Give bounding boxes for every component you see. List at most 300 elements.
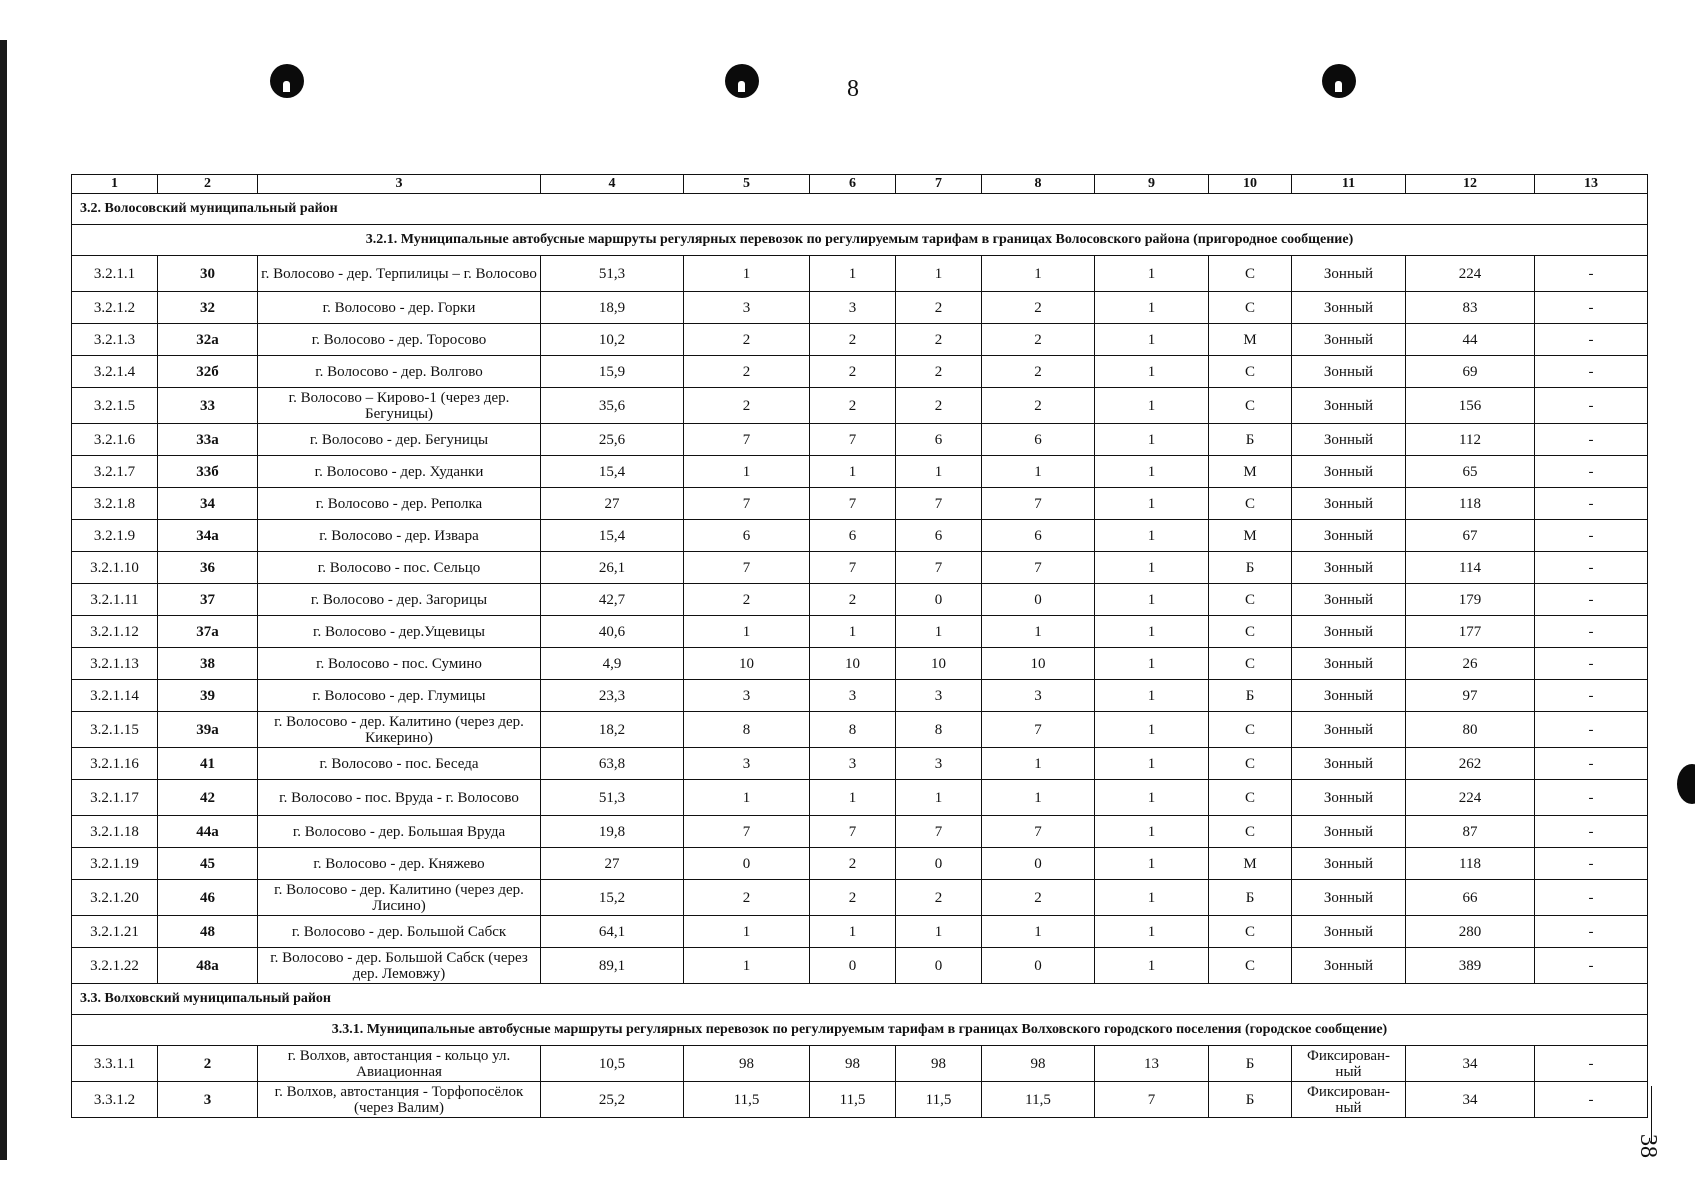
value-col-13: - <box>1535 520 1648 552</box>
value-col-13: - <box>1535 780 1648 816</box>
value-col-12: 114 <box>1406 552 1535 584</box>
route-name: г. Волосово - дер. Реполка <box>258 488 541 520</box>
value-col-9: 1 <box>1095 780 1209 816</box>
value-col-5: 11,5 <box>684 1082 810 1118</box>
route-name: г. Волхов, автостанция - Торфопосёлок (через Валим) <box>258 1082 541 1118</box>
value-col-6: 98 <box>810 1046 896 1082</box>
value-col-9: 1 <box>1095 916 1209 948</box>
value-col-8: 7 <box>982 552 1095 584</box>
value-col-9: 1 <box>1095 848 1209 880</box>
value-col-6: 3 <box>810 680 896 712</box>
route-number: 39а <box>158 712 258 748</box>
value-col-6: 2 <box>810 356 896 388</box>
fare-type: Зонный <box>1292 616 1406 648</box>
value-col-7: 0 <box>896 948 982 984</box>
value-col-6: 2 <box>810 848 896 880</box>
value-col-5: 98 <box>684 1046 810 1082</box>
route-number: 30 <box>158 256 258 292</box>
route-number: 37 <box>158 584 258 616</box>
value-col-13: - <box>1535 816 1648 848</box>
value-col-9: 1 <box>1095 680 1209 712</box>
value-col-12: 177 <box>1406 616 1535 648</box>
route-index: 3.2.1.19 <box>72 848 158 880</box>
fare-type: Зонный <box>1292 680 1406 712</box>
value-col-8: 1 <box>982 616 1095 648</box>
route-index: 3.2.1.18 <box>72 816 158 848</box>
value-col-13: - <box>1535 748 1648 780</box>
route-number: 34 <box>158 488 258 520</box>
value-col-7: 1 <box>896 616 982 648</box>
value-col-13: - <box>1535 648 1648 680</box>
column-number-row <box>72 175 1648 194</box>
fare-type: Фиксирован-ный <box>1292 1046 1406 1082</box>
value-col-8: 0 <box>982 584 1095 616</box>
fare-type: Зонный <box>1292 456 1406 488</box>
route-length-km: 64,1 <box>541 916 684 948</box>
value-col-8: 10 <box>982 648 1095 680</box>
route-number: 34а <box>158 520 258 552</box>
table-row <box>72 324 1648 356</box>
table-row <box>72 712 1648 748</box>
value-col-9: 1 <box>1095 648 1209 680</box>
fare-type: Зонный <box>1292 488 1406 520</box>
vehicle-class: С <box>1209 816 1292 848</box>
vehicle-class: С <box>1209 712 1292 748</box>
value-col-5: 7 <box>684 424 810 456</box>
table-row <box>72 680 1648 712</box>
value-col-7: 1 <box>896 456 982 488</box>
value-col-7: 2 <box>896 324 982 356</box>
column-number: 6 <box>810 175 896 194</box>
value-col-6: 1 <box>810 616 896 648</box>
route-index: 3.2.1.22 <box>72 948 158 984</box>
vehicle-class: С <box>1209 356 1292 388</box>
value-col-12: 262 <box>1406 748 1535 780</box>
column-number: 2 <box>158 175 258 194</box>
value-col-7: 2 <box>896 388 982 424</box>
route-number: 32а <box>158 324 258 356</box>
route-length-km: 23,3 <box>541 680 684 712</box>
column-number: 3 <box>258 175 541 194</box>
route-index: 3.2.1.12 <box>72 616 158 648</box>
fare-type: Зонный <box>1292 648 1406 680</box>
vehicle-class: С <box>1209 916 1292 948</box>
table-row <box>72 1082 1648 1118</box>
value-col-8: 11,5 <box>982 1082 1095 1118</box>
value-col-9: 7 <box>1095 1082 1209 1118</box>
vehicle-class: С <box>1209 584 1292 616</box>
table-row <box>72 552 1648 584</box>
route-length-km: 25,2 <box>541 1082 684 1118</box>
route-index: 3.2.1.6 <box>72 424 158 456</box>
table-row <box>72 584 1648 616</box>
value-col-12: 44 <box>1406 324 1535 356</box>
value-col-6: 1 <box>810 456 896 488</box>
district-title: 3.2. Волосовский муниципальный район <box>72 194 1648 225</box>
value-col-8: 2 <box>982 388 1095 424</box>
route-number: 37а <box>158 616 258 648</box>
value-col-6: 11,5 <box>810 1082 896 1118</box>
value-col-5: 2 <box>684 880 810 916</box>
route-length-km: 15,2 <box>541 880 684 916</box>
route-index: 3.2.1.11 <box>72 584 158 616</box>
value-col-5: 6 <box>684 520 810 552</box>
value-col-13: - <box>1535 488 1648 520</box>
route-length-km: 4,9 <box>541 648 684 680</box>
value-col-7: 6 <box>896 424 982 456</box>
route-index: 3.3.1.2 <box>72 1082 158 1118</box>
value-col-13: - <box>1535 388 1648 424</box>
value-col-8: 2 <box>982 292 1095 324</box>
value-col-12: 83 <box>1406 292 1535 324</box>
value-col-13: - <box>1535 712 1648 748</box>
route-length-km: 10,2 <box>541 324 684 356</box>
fare-type: Зонный <box>1292 748 1406 780</box>
route-length-km: 63,8 <box>541 748 684 780</box>
table-row <box>72 648 1648 680</box>
vehicle-class: С <box>1209 488 1292 520</box>
vehicle-class: Б <box>1209 680 1292 712</box>
route-name: г. Волхов, автостанция - кольцо ул. Авиационная <box>258 1046 541 1082</box>
value-col-9: 1 <box>1095 748 1209 780</box>
table-body <box>72 175 1648 1118</box>
table-row <box>72 424 1648 456</box>
vehicle-class: М <box>1209 456 1292 488</box>
route-number: 48 <box>158 916 258 948</box>
subsection-header-row <box>72 1015 1648 1046</box>
value-col-6: 7 <box>810 552 896 584</box>
route-length-km: 40,6 <box>541 616 684 648</box>
district-title: 3.3. Волховский муниципальный район <box>72 984 1648 1015</box>
value-col-13: - <box>1535 1046 1648 1082</box>
route-name: г. Волосово - дер. Бегуницы <box>258 424 541 456</box>
value-col-9: 1 <box>1095 880 1209 916</box>
value-col-12: 118 <box>1406 488 1535 520</box>
value-col-5: 1 <box>684 456 810 488</box>
value-col-8: 2 <box>982 356 1095 388</box>
value-col-8: 0 <box>982 948 1095 984</box>
fare-type: Зонный <box>1292 292 1406 324</box>
table-row <box>72 256 1648 292</box>
column-number: 9 <box>1095 175 1209 194</box>
value-col-5: 0 <box>684 848 810 880</box>
vehicle-class: Б <box>1209 1082 1292 1118</box>
vehicle-class: С <box>1209 256 1292 292</box>
value-col-13: - <box>1535 584 1648 616</box>
value-col-9: 1 <box>1095 292 1209 324</box>
value-col-8: 0 <box>982 848 1095 880</box>
value-col-8: 7 <box>982 712 1095 748</box>
value-col-5: 2 <box>684 356 810 388</box>
punch-hole-center <box>725 64 759 98</box>
value-col-8: 7 <box>982 488 1095 520</box>
fare-type: Зонный <box>1292 880 1406 916</box>
table-row <box>72 1046 1648 1082</box>
value-col-5: 2 <box>684 324 810 356</box>
value-col-6: 6 <box>810 520 896 552</box>
value-col-9: 1 <box>1095 256 1209 292</box>
route-name: г. Волосово - дер. Глумицы <box>258 680 541 712</box>
value-col-5: 10 <box>684 648 810 680</box>
route-number: 3 <box>158 1082 258 1118</box>
table-row <box>72 520 1648 552</box>
route-number: 46 <box>158 880 258 916</box>
value-col-6: 7 <box>810 424 896 456</box>
value-col-5: 8 <box>684 712 810 748</box>
route-length-km: 35,6 <box>541 388 684 424</box>
value-col-9: 1 <box>1095 712 1209 748</box>
value-col-6: 1 <box>810 916 896 948</box>
vehicle-class: Б <box>1209 1046 1292 1082</box>
route-number: 44а <box>158 816 258 848</box>
vehicle-class: С <box>1209 748 1292 780</box>
value-col-5: 2 <box>684 388 810 424</box>
subsection-header-row <box>72 225 1648 256</box>
route-number: 2 <box>158 1046 258 1082</box>
value-col-9: 1 <box>1095 324 1209 356</box>
value-col-6: 1 <box>810 780 896 816</box>
route-index: 3.2.1.5 <box>72 388 158 424</box>
fare-type: Зонный <box>1292 816 1406 848</box>
route-index: 3.2.1.4 <box>72 356 158 388</box>
routes-register-table <box>71 174 1648 1118</box>
value-col-12: 34 <box>1406 1046 1535 1082</box>
value-col-12: 179 <box>1406 584 1535 616</box>
value-col-9: 1 <box>1095 584 1209 616</box>
value-col-9: 1 <box>1095 816 1209 848</box>
value-col-13: - <box>1535 680 1648 712</box>
column-number: 10 <box>1209 175 1292 194</box>
fare-type: Зонный <box>1292 916 1406 948</box>
value-col-7: 7 <box>896 488 982 520</box>
value-col-8: 1 <box>982 780 1095 816</box>
table-row <box>72 880 1648 916</box>
fare-type: Зонный <box>1292 552 1406 584</box>
value-col-12: 69 <box>1406 356 1535 388</box>
route-index: 3.2.1.2 <box>72 292 158 324</box>
value-col-13: - <box>1535 256 1648 292</box>
table-row <box>72 916 1648 948</box>
route-name: г. Волосово - пос. Сумино <box>258 648 541 680</box>
route-name: г. Волосово - пос. Вруда - г. Волосово <box>258 780 541 816</box>
value-col-7: 7 <box>896 552 982 584</box>
value-col-9: 13 <box>1095 1046 1209 1082</box>
value-col-13: - <box>1535 456 1648 488</box>
fare-type: Зонный <box>1292 324 1406 356</box>
value-col-5: 7 <box>684 488 810 520</box>
route-length-km: 25,6 <box>541 424 684 456</box>
value-col-9: 1 <box>1095 356 1209 388</box>
value-col-7: 2 <box>896 880 982 916</box>
route-length-km: 89,1 <box>541 948 684 984</box>
value-col-12: 67 <box>1406 520 1535 552</box>
value-col-8: 2 <box>982 324 1095 356</box>
vehicle-class: Б <box>1209 880 1292 916</box>
table-row <box>72 748 1648 780</box>
route-index: 3.3.1.1 <box>72 1046 158 1082</box>
value-col-7: 10 <box>896 648 982 680</box>
column-number: 4 <box>541 175 684 194</box>
route-name: г. Волосово – Кирово-1 (через дер. Бегуницы) <box>258 388 541 424</box>
value-col-5: 7 <box>684 552 810 584</box>
punch-hole-side <box>1677 764 1695 804</box>
fare-type: Зонный <box>1292 424 1406 456</box>
column-number: 12 <box>1406 175 1535 194</box>
route-name: г. Волосово - дер. Извара <box>258 520 541 552</box>
route-name: г. Волосово - дер. Калитино (через дер. Кикерино) <box>258 712 541 748</box>
value-col-13: - <box>1535 848 1648 880</box>
route-name: г. Волосово - дер. Волгово <box>258 356 541 388</box>
value-col-7: 2 <box>896 292 982 324</box>
value-col-5: 1 <box>684 948 810 984</box>
value-col-12: 87 <box>1406 816 1535 848</box>
value-col-9: 1 <box>1095 424 1209 456</box>
route-name: г. Волосово - дер. Большой Сабск (через дер. Лемовжу) <box>258 948 541 984</box>
table-row <box>72 616 1648 648</box>
value-col-6: 2 <box>810 388 896 424</box>
value-col-7: 8 <box>896 712 982 748</box>
value-col-13: - <box>1535 324 1648 356</box>
route-index: 3.2.1.15 <box>72 712 158 748</box>
value-col-5: 7 <box>684 816 810 848</box>
fare-type: Зонный <box>1292 712 1406 748</box>
value-col-5: 3 <box>684 680 810 712</box>
route-length-km: 19,8 <box>541 816 684 848</box>
value-col-12: 156 <box>1406 388 1535 424</box>
vehicle-class: С <box>1209 616 1292 648</box>
subsection-title: 3.3.1. Муниципальные автобусные маршруты регулярных перевозок по регулируемым тарифам в границах Волховского городского поселения (городское сообщение) <box>72 1015 1648 1046</box>
vehicle-class: Б <box>1209 552 1292 584</box>
scan-edge-bar <box>0 40 7 1160</box>
value-col-9: 1 <box>1095 552 1209 584</box>
value-col-7: 0 <box>896 848 982 880</box>
value-col-12: 66 <box>1406 880 1535 916</box>
value-col-13: - <box>1535 616 1648 648</box>
value-col-6: 10 <box>810 648 896 680</box>
value-col-8: 3 <box>982 680 1095 712</box>
table-row <box>72 948 1648 984</box>
route-number: 33 <box>158 388 258 424</box>
route-number: 39 <box>158 680 258 712</box>
value-col-6: 2 <box>810 324 896 356</box>
page-number: 8 <box>847 76 859 102</box>
route-number: 45 <box>158 848 258 880</box>
route-name: г. Волосово - дер.Ущевицы <box>258 616 541 648</box>
route-name: г. Волосово - дер. Большая Вруда <box>258 816 541 848</box>
value-col-7: 98 <box>896 1046 982 1082</box>
value-col-9: 1 <box>1095 456 1209 488</box>
route-index: 3.2.1.20 <box>72 880 158 916</box>
vehicle-class: Б <box>1209 424 1292 456</box>
value-col-8: 2 <box>982 880 1095 916</box>
fare-type: Зонный <box>1292 256 1406 292</box>
value-col-7: 3 <box>896 748 982 780</box>
route-index: 3.2.1.13 <box>72 648 158 680</box>
district-header-row <box>72 194 1648 225</box>
route-index: 3.2.1.7 <box>72 456 158 488</box>
value-col-8: 98 <box>982 1046 1095 1082</box>
fare-type: Зонный <box>1292 848 1406 880</box>
route-index: 3.2.1.9 <box>72 520 158 552</box>
value-col-5: 1 <box>684 256 810 292</box>
route-number: 33а <box>158 424 258 456</box>
column-number: 5 <box>684 175 810 194</box>
value-col-5: 1 <box>684 616 810 648</box>
table-row <box>72 456 1648 488</box>
value-col-8: 1 <box>982 256 1095 292</box>
vehicle-class: М <box>1209 520 1292 552</box>
route-name: г. Волосово - дер. Горки <box>258 292 541 324</box>
route-index: 3.2.1.21 <box>72 916 158 948</box>
table-row <box>72 816 1648 848</box>
value-col-7: 1 <box>896 780 982 816</box>
value-col-6: 7 <box>810 816 896 848</box>
table-row <box>72 488 1648 520</box>
value-col-6: 2 <box>810 880 896 916</box>
value-col-6: 3 <box>810 292 896 324</box>
vehicle-class: С <box>1209 388 1292 424</box>
value-col-9: 1 <box>1095 948 1209 984</box>
route-length-km: 26,1 <box>541 552 684 584</box>
route-number: 32б <box>158 356 258 388</box>
vehicle-class: С <box>1209 648 1292 680</box>
column-number: 7 <box>896 175 982 194</box>
value-col-8: 6 <box>982 520 1095 552</box>
route-length-km: 51,3 <box>541 256 684 292</box>
route-name: г. Волосово - дер. Терпилицы – г. Волосово <box>258 256 541 292</box>
value-col-13: - <box>1535 916 1648 948</box>
value-col-9: 1 <box>1095 388 1209 424</box>
route-length-km: 27 <box>541 848 684 880</box>
value-col-12: 97 <box>1406 680 1535 712</box>
route-index: 3.2.1.16 <box>72 748 158 780</box>
route-name: г. Волосово - пос. Сельцо <box>258 552 541 584</box>
value-col-9: 1 <box>1095 520 1209 552</box>
table-row <box>72 388 1648 424</box>
value-col-5: 2 <box>684 584 810 616</box>
value-col-6: 3 <box>810 748 896 780</box>
value-col-13: - <box>1535 948 1648 984</box>
value-col-12: 118 <box>1406 848 1535 880</box>
value-col-6: 7 <box>810 488 896 520</box>
route-number: 38 <box>158 648 258 680</box>
route-index: 3.2.1.3 <box>72 324 158 356</box>
fare-type: Зонный <box>1292 388 1406 424</box>
punch-hole-right <box>1322 64 1356 98</box>
value-col-5: 3 <box>684 292 810 324</box>
value-col-12: 389 <box>1406 948 1535 984</box>
fare-type: Зонный <box>1292 520 1406 552</box>
table-row <box>72 356 1648 388</box>
value-col-12: 280 <box>1406 916 1535 948</box>
route-index: 3.2.1.14 <box>72 680 158 712</box>
table-row <box>72 848 1648 880</box>
vehicle-class: М <box>1209 324 1292 356</box>
value-col-13: - <box>1535 880 1648 916</box>
column-number: 8 <box>982 175 1095 194</box>
column-number: 1 <box>72 175 158 194</box>
value-col-7: 6 <box>896 520 982 552</box>
value-col-12: 224 <box>1406 780 1535 816</box>
route-index: 3.2.1.8 <box>72 488 158 520</box>
value-col-13: - <box>1535 552 1648 584</box>
value-col-7: 2 <box>896 356 982 388</box>
value-col-7: 1 <box>896 256 982 292</box>
value-col-13: - <box>1535 356 1648 388</box>
route-length-km: 51,3 <box>541 780 684 816</box>
route-length-km: 15,9 <box>541 356 684 388</box>
route-number: 33б <box>158 456 258 488</box>
